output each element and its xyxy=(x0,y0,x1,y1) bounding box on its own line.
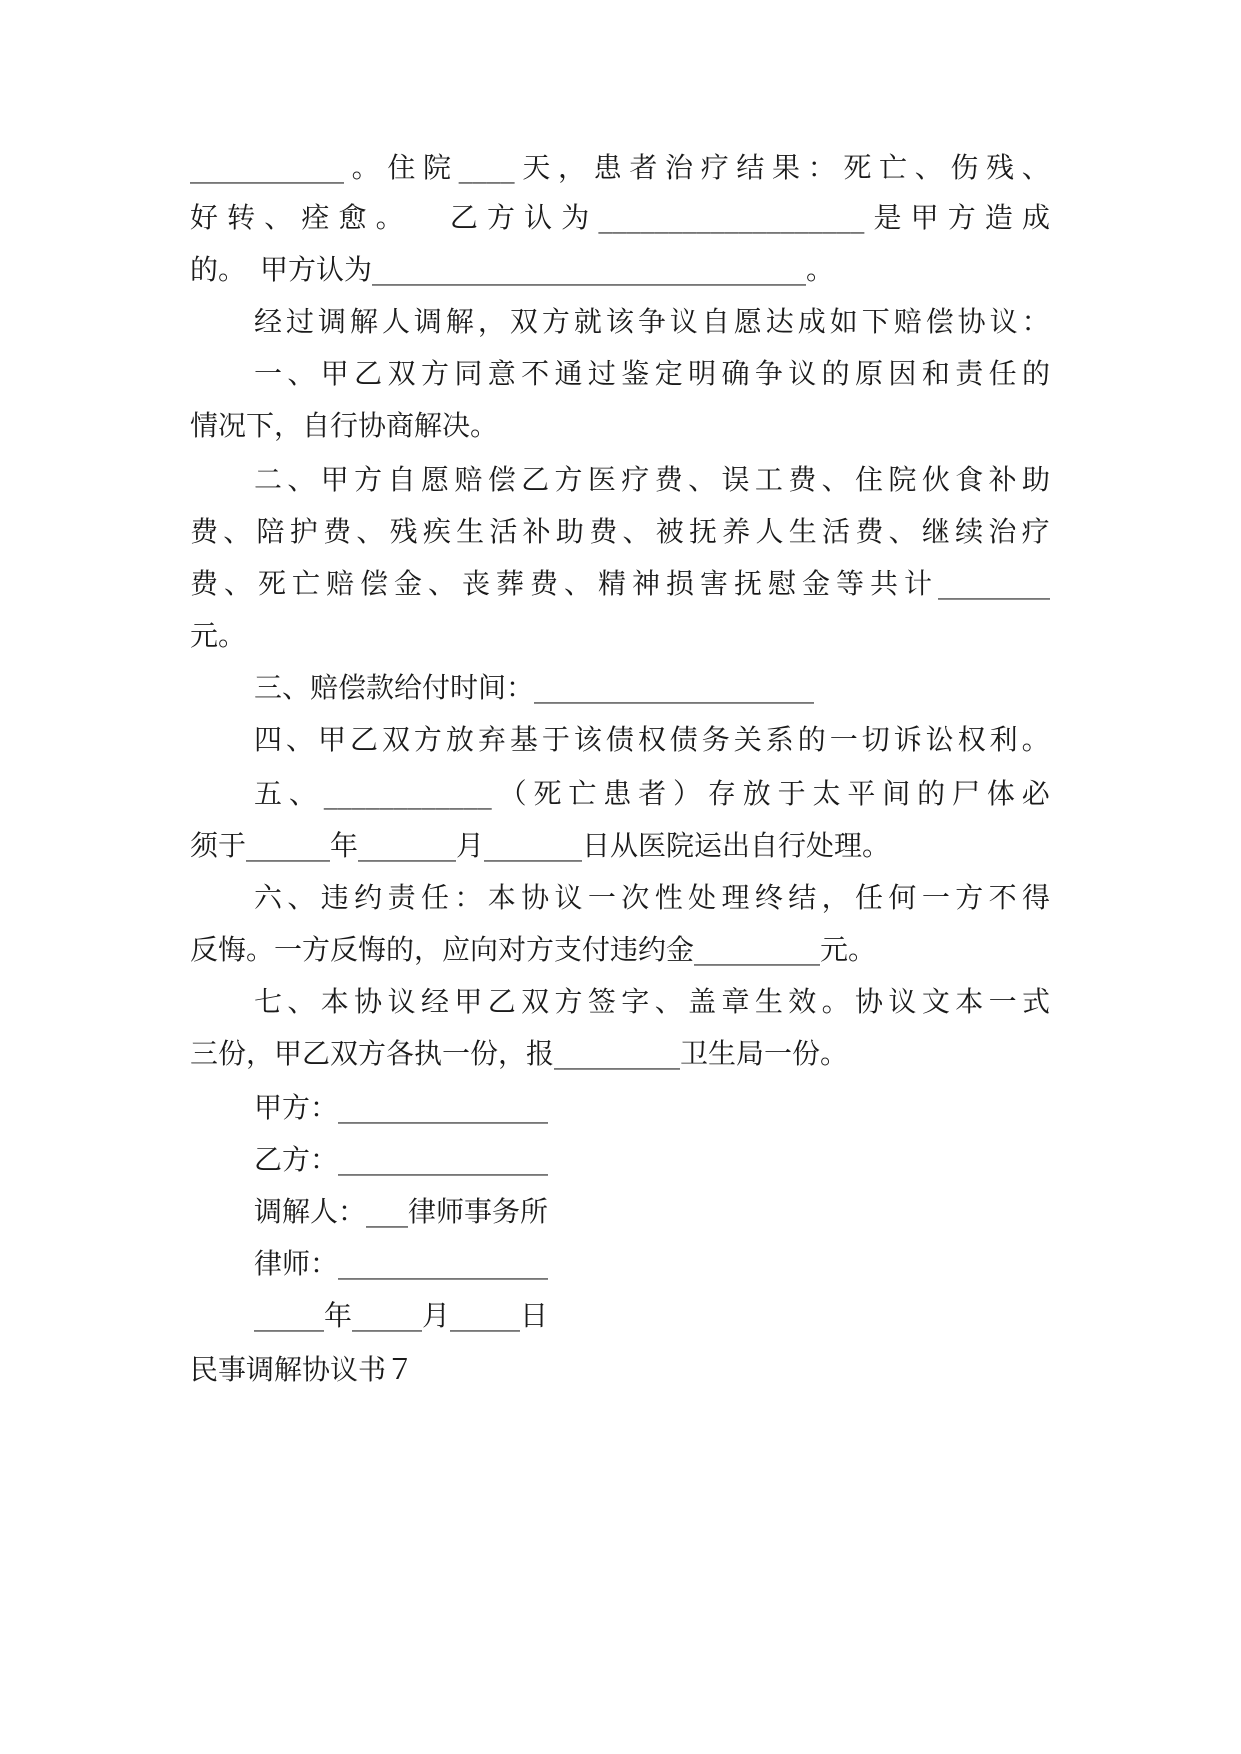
text-line-12: 四 、 甲 乙 双 方 放 弃 基 于 该 债 权 债 务 关 系 的 一 切 诉 讼 权 利 。 xyxy=(254,723,1050,756)
text-line-5: 一 、 甲 乙 双 方 同 意 不 通 过 鉴 定 明 确 争 议 的 原 因 和 责 任 的 xyxy=(254,357,1050,390)
text-line-16: 反悔。一方反悔的，应向对方支付违约金_________元。 xyxy=(190,933,877,966)
text-line-1: ___________ 。 住 院 ____ 天 ， 患 者 治 疗 结 果 ： 死 亡 、 伤 残 、 xyxy=(190,151,1050,184)
signature-lawyer: 律师：_______________ xyxy=(254,1247,549,1280)
text-line-17: 七 、 本 协 议 经 甲 乙 双 方 签 字 、 盖 章 生 效 。 协 议 文 本 一 式 xyxy=(254,985,1050,1018)
signature-date: _____年_____月_____日 xyxy=(254,1299,549,1332)
text-line-3: 的。 甲方认为_______________________________。 xyxy=(190,253,835,286)
text-line-11: 三、赔偿款给付时间：____________________ xyxy=(254,671,815,704)
text-line-6: 情况下，自行协商解决。 xyxy=(190,409,499,442)
text-line-8: 费 、 陪 护 费 、 残 疾 生 活 补 助 费 、 被 抚 养 人 生 活 费 、 继 续 治 疗 xyxy=(190,515,1050,548)
text-line-18: 三份，甲乙双方各执一份，报_________卫生局一份。 xyxy=(190,1037,849,1070)
text-line-2: 好 转 、 痊 愈 。 乙 方 认 为 ___________________ 是 甲 方 造 成 xyxy=(190,201,1050,234)
text-line-14: 须于______年_______月_______日从医院运出自行处理。 xyxy=(190,829,891,862)
signature-mediator: 调解人：___律师事务所 xyxy=(254,1195,549,1228)
text-line-10: 元。 xyxy=(190,619,247,652)
signature-party-a: 甲方：_______________ xyxy=(254,1091,549,1124)
text-line-15: 六 、 违 约 责 任 ： 本 协 议 一 次 性 处 理 终 结 ， 任 何 一 方 不 得 xyxy=(254,881,1050,914)
text-line-9: 费 、 死 亡 赔 偿 金 、 丧 葬 费 、 精 神 损 害 抚 慰 金 等 共 计 ________ xyxy=(190,567,1050,600)
text-line-4: 经 过 调 解 人 调 解 ， 双 方 就 该 争 议 自 愿 达 成 如 下 赔 偿 协 议 ： xyxy=(254,305,1050,338)
text-line-13: 五 、 ____________ （ 死 亡 患 者 ） 存 放 于 太 平 间 的 尸 体 必 xyxy=(254,777,1050,810)
text-line-7: 二 、 甲 方 自 愿 赔 偿 乙 方 医 疗 费 、 误 工 费 、 住 院 伙 食 补 助 xyxy=(254,463,1050,496)
section-heading: 民事调解协议书７ xyxy=(190,1353,415,1386)
signature-party-b: 乙方：_______________ xyxy=(254,1143,549,1176)
